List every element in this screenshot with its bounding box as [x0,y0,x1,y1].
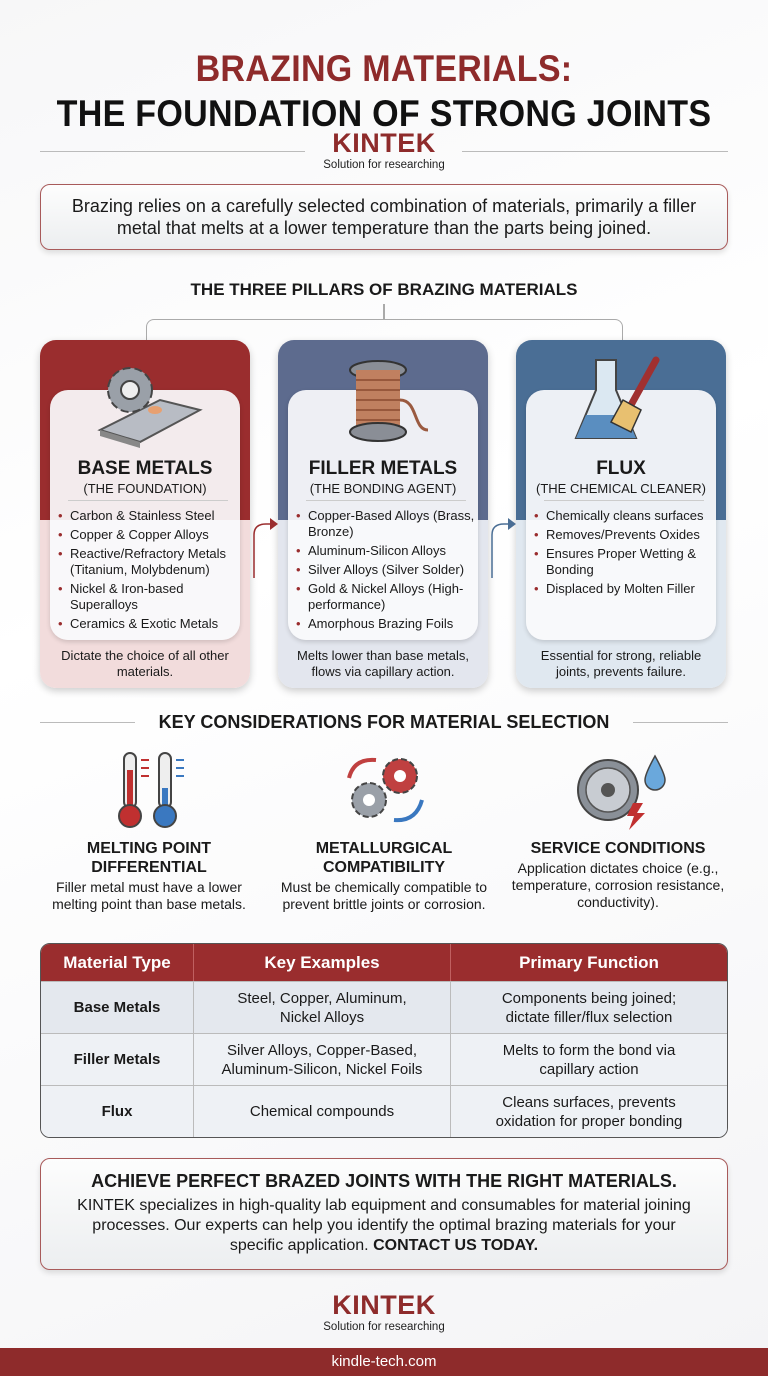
consideration-title: MELTING POINT DIFFERENTIAL [86,840,212,876]
pillar-card-filler-metals [278,340,488,688]
pillar-list [296,508,481,635]
pillar-subtitle: (THE FOUNDATION) [83,481,207,496]
arrow-right-icon [490,510,516,585]
brand-logo [284,128,484,171]
consideration-melting-point [39,745,259,913]
wire-spool-icon [278,350,488,450]
flask-brush-icon [516,350,726,450]
pillar-title: FLUX [596,458,646,479]
footer-bar [0,1348,768,1376]
table-cell: Filler Metals [41,1033,194,1085]
column-header: Key Examples [194,944,451,981]
table-cell: Components being joined; dictate filler/flux selection [451,981,727,1033]
table-cell: Base Metals [41,981,194,1033]
turbine-drop-icon [508,745,728,835]
connector [146,319,623,341]
title-line-2: THE FOUNDATION OF STRONG JOINTS [56,93,712,134]
materials-table [40,943,728,1138]
list-item: • Copper-Based Alloys (Brass, Bronze) [296,508,481,540]
consideration-title: METALLURGICAL COMPATIBILITY [315,840,453,876]
list-item: • Displaced by Molten Filler [534,581,719,597]
brand-tagline: Solution for researching [323,159,445,171]
table-cell: Chemical compounds [194,1085,451,1137]
consideration-title: SERVICE CONDITIONS [530,840,706,857]
consideration-text: Must be chemically compatible to prevent brittle joints or corrosion. [280,879,488,912]
list-item: • Reactive/Refractory Metals (Titanium, Molybdenum) [58,546,243,578]
list-item: • Carbon & Stainless Steel [58,508,243,524]
pillar-card-base-metals [40,340,250,688]
list-item: • Removes/Prevents Oxides [534,527,719,543]
list-item: • Gold & Nickel Alloys (High-performance) [296,581,481,613]
list-item: • Ensures Proper Wetting & Bonding [534,546,719,578]
gears-cycle-icon [274,745,494,835]
column-header: Primary Function [451,944,727,981]
table-row [41,981,727,1033]
title-line-1: BRAZING MATERIALS: [195,48,573,89]
cta-box [40,1158,728,1270]
divider [40,151,305,152]
pillar-title: BASE METALS [77,458,213,479]
pillar-subtitle: (THE BONDING AGENT) [309,481,457,496]
cta-body: KINTEK specializes in high-quality lab equipment and consumables for material joining processes. Our experts can help you identify the optimal brazing materials for your specific application. [77,1197,691,1254]
list-item: • Nickel & Iron-based Superalloys [58,581,243,613]
website-link[interactable]: kindle-tech.com [331,1353,437,1370]
table-cell: Flux [41,1085,194,1137]
table-cell: Steel, Copper, Aluminum, Nickel Alloys [194,981,451,1033]
list-item: • Copper & Copper Alloys [58,527,243,543]
brand-name: KINTEK [332,128,436,158]
thermometers-icon [39,745,259,835]
pillar-footer: Dictate the choice of all other materials. [61,648,229,679]
footer-logo [284,1290,484,1333]
table-row [41,1033,727,1085]
pillar-title: FILLER METALS [308,458,458,479]
pillars-heading: THE THREE PILLARS OF BRAZING MATERIALS [190,280,578,299]
brand-name: KINTEK [332,1290,436,1320]
list-item: • Ceramics & Exotic Metals [58,616,243,632]
table-cell: Cleans surfaces, prevents oxidation for proper bonding [451,1085,727,1137]
consideration-compatibility [274,745,494,913]
list-item: • Chemically cleans surfaces [534,508,719,524]
gear-metal-plate-icon [40,350,250,450]
pillar-subtitle: (THE CHEMICAL CLEANER) [536,481,706,496]
contact-us-link[interactable]: CONTACT US TODAY. [373,1237,539,1254]
table-cell: Melts to form the bond via capillary action [451,1033,727,1085]
list-item: • Silver Alloys (Silver Solder) [296,562,481,578]
consideration-service-conditions [508,745,728,911]
pillar-list [58,508,243,635]
consideration-text: Filler metal must have a lower melting point than base metals. [52,879,246,912]
considerations-heading: KEY CONSIDERATIONS FOR MATERIAL SELECTION [158,712,610,732]
list-item: • Amorphous Brazing Foils [296,616,481,632]
cta-heading: ACHIEVE PERFECT BRAZED JOINTS WITH THE RIGHT MATERIALS. [91,1171,677,1191]
list-item: • Aluminum-Silicon Alloys [296,543,481,559]
pillar-footer: Essential for strong, reliable joints, prevents failure. [540,648,702,679]
table-header-row [41,944,727,981]
consideration-text: Application dictates choice (e.g., temperature, corrosion resistance, conductivity). [511,860,725,910]
table-cell: Silver Alloys, Copper-Based, Aluminum-Silicon, Nickel Foils [194,1033,451,1085]
intro-text: Brazing relies on a carefully selected combination of materials, primarily a filler metal that melts at a lower temperature than the parts being joined. [71,196,697,238]
column-header: Material Type [41,944,194,981]
table-row [41,1085,727,1137]
pillar-card-flux [516,340,726,688]
pillar-list [534,508,719,600]
brand-tagline: Solution for researching [323,1321,445,1333]
connector [383,304,385,320]
arrow-right-icon [252,510,278,585]
pillar-footer: Melts lower than base metals, flows via capillary action. [297,648,469,679]
divider [462,151,728,152]
cta-text [41,1196,727,1256]
intro-box [40,184,728,250]
